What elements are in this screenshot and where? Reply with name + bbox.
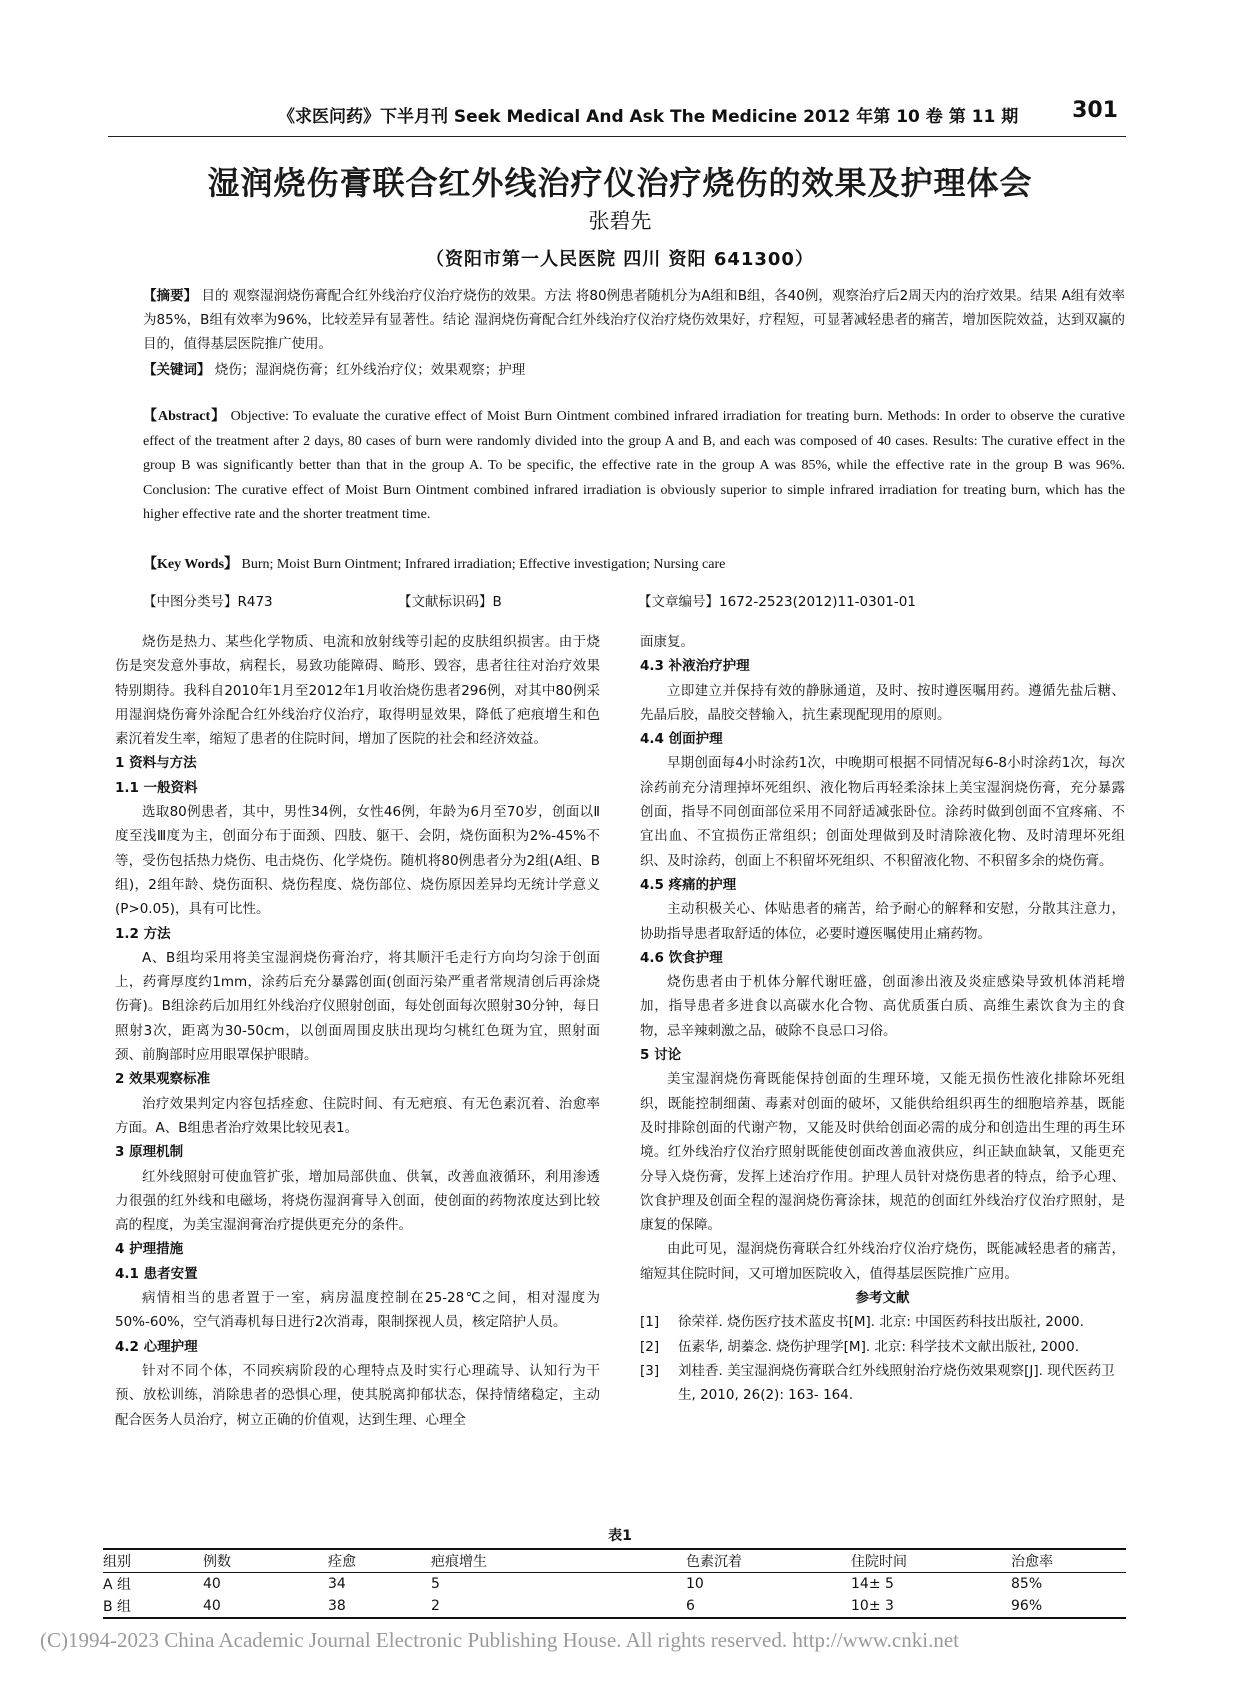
section-heading: 1 资料与方法 bbox=[115, 755, 197, 772]
keywords-en-text: Burn; Moist Burn Ointment; Infrared irradiation; Effective investigation; Nursing care bbox=[241, 557, 726, 572]
table-cell: 40 bbox=[203, 1598, 221, 1614]
abstract-cn-label: 【摘要】 bbox=[143, 288, 198, 304]
table-cell: 10± 3 bbox=[851, 1598, 894, 1614]
table-cell: 2 bbox=[431, 1598, 440, 1614]
table-cell: A 组 bbox=[103, 1577, 132, 1593]
table-cell: 38 bbox=[328, 1598, 346, 1614]
clc-number: 【中图分类号】R473 bbox=[143, 594, 273, 610]
table-header-cell: 例数 bbox=[203, 1554, 231, 1570]
subsection-heading: 4.4 创面护理 bbox=[640, 731, 723, 748]
reference-item bbox=[640, 1359, 1125, 1408]
reference-item bbox=[640, 1310, 1125, 1334]
table-header-cell: 治愈率 bbox=[1011, 1554, 1053, 1570]
section-heading: 2 效果观察标准 bbox=[115, 1071, 211, 1088]
table-cell: 34 bbox=[328, 1576, 346, 1592]
subsection-heading: 1.2 方法 bbox=[115, 925, 171, 942]
table-cell: 5 bbox=[431, 1576, 440, 1592]
keywords-cn-text: 烧伤；湿润烧伤膏；红外线治疗仪；效果观察；护理 bbox=[214, 362, 526, 378]
article-title: 湿润烧伤膏联合红外线治疗仪治疗烧伤的效果及护理体会 bbox=[207, 164, 1033, 202]
paragraph: 早期创面每4小时涂药1次，中晚期可根据不同情况每6-8小时涂药1次，每次涂药前充分清理掉坏死组织、液化物后再轻柔涂抹上美宝湿润烧伤膏，充分暴露创面，指导不同创面部位采用不同舒适减张卧位。涂药时做到创面不宜疼痛、不宜出血、不宜损伤正常组织；创面处理做到及时清除液化物、及时清理坏死组织、及时涂药，创面上不积留坏死组织、不积留液化物、不积留多余的烧伤膏。 bbox=[640, 755, 1125, 869]
keywords-cn bbox=[143, 358, 1125, 382]
reference-text: 刘桂香. 美宝湿润烧伤膏联合红外线照射治疗烧伤效果观察[J]. 现代医药卫生, 2010, 26(2): 163- 164. bbox=[678, 1362, 1115, 1404]
paragraph-intro: 烧伤是热力、某些化学物质、电流和放射线等引起的皮肤组织损害。由于烧伤是突发意外事故，病程长，易致功能障碍、畸形、毁容，患者往往对治疗效果特别期待。我科自2010年1月至2012年1月收治烧伤患者296例，对其中80例采用湿润烧伤膏外涂配合红外线治疗仪治疗，取得明显效果，降低了疤痕增生和色素沉着发生率，缩短了患者的住院时间，增加了医院的社会和经济效益。 bbox=[115, 634, 600, 748]
paragraph: 选取80例患者，其中，男性34例，女性46例，年龄为6月至70岁，创面以Ⅱ度至浅Ⅲ度为主，创面分布于面颈、四肢、躯干、会阴，烧伤面积为2%-45%不等，受伤包括热力烧伤、电击烧伤、化学烧伤。随机将80例患者分为2组(A组、B组)，2组年龄、烧伤面积、烧伤程度、烧伤部位、烧伤原因差异均无统计学意义(P>0.05)，具有可比性。 bbox=[115, 804, 600, 918]
subsection-heading: 4.1 患者安置 bbox=[115, 1265, 198, 1282]
paragraph: 面康复。 bbox=[640, 634, 694, 650]
results-table bbox=[103, 1548, 1126, 1619]
table-header-cell: 色素沉着 bbox=[686, 1554, 742, 1570]
paragraph: 美宝湿润烧伤膏既能保持创面的生理环境，又能无损伤性液化排除坏死组织，既能控制细菌、毒素对创面的破坏，又能供给组织再生的细胞培养基，既能及时排除创面的代谢产物，又能及时供给创面必需的成分和创造出生理的再生环境。红外线治疗仪治疗照射既能使创面改善血液供应，纠正缺血缺氧，又能更充分导入烧伤膏，发挥上述治疗作用。护理人员针对烧伤患者的特点，给予心理、饮食护理及创面全程的湿润烧伤膏涂抹，规范的创面红外线治疗仪治疗照射，是康复的保障。 bbox=[640, 1071, 1125, 1234]
subsection-heading: 4.5 疼痛的护理 bbox=[640, 876, 737, 893]
paragraph: 治疗效果判定内容包括痊愈、住院时间、有无疤痕、有无色素沉着、治愈率方面。A、B组患者治疗效果比较见表1。 bbox=[115, 1095, 600, 1136]
table-cell: 10 bbox=[686, 1576, 704, 1592]
paragraph: 烧伤患者由于机体分解代谢旺盛，创面渗出液及炎症感染导致机体消耗增加，指导患者多进食以高碳水化合物、高优质蛋白质、高维生素饮食为主的食物，忌辛辣刺激之品，破除不良忌口习俗。 bbox=[640, 974, 1125, 1039]
copyright-footer: (C)1994-2023 China Academic Journal Electronic Publishing House. All rights reserved. http://www.cnki.net bbox=[40, 1628, 959, 1652]
abstract-en-label: 【Abstract】 bbox=[143, 409, 227, 424]
paragraph: 病情相当的患者置于一室，病房温度控制在25-28℃之间，相对湿度为50%-60%，空气消毒机每日进行2次消毒，限制探视人员，核定陪护人员。 bbox=[115, 1290, 600, 1331]
table-cell: 85% bbox=[1011, 1576, 1043, 1592]
paragraph: 立即建立并保持有效的静脉通道，及时、按时遵医嘱用药。遵循先盐后糖、先晶后胶，晶胶交替输入，抗生素现配现用的原则。 bbox=[640, 682, 1125, 723]
reference-text: 伍素华, 胡蓁念. 烧伤护理学[M]. 北京: 科学技术文献出版社, 2000. bbox=[678, 1338, 1079, 1355]
keywords-cn-label: 【关键词】 bbox=[143, 362, 211, 378]
reference-number: [2] bbox=[640, 1338, 660, 1355]
keywords-en-label: 【Key Words】 bbox=[143, 557, 239, 572]
section-heading: 4 护理措施 bbox=[115, 1241, 184, 1258]
table-header-cell: 痊愈 bbox=[328, 1554, 356, 1570]
subsection-heading: 4.6 饮食护理 bbox=[640, 949, 723, 966]
page-number: 301 bbox=[1072, 98, 1118, 123]
table-cell: 14± 5 bbox=[851, 1576, 894, 1592]
paragraph: 主动积极关心、体贴患者的痛苦，给予耐心的解释和安慰，分散其注意力，协助指导患者取舒适的体位，必要时遵医嘱使用止痛药物。 bbox=[640, 901, 1125, 942]
table-header-cell: 组别 bbox=[103, 1554, 131, 1570]
subsection-heading: 4.3 补液治疗护理 bbox=[640, 658, 750, 675]
abstract-en-text: Objective: To evaluate the curative effect of Moist Burn Ointment combined infrared irradiation for treating burn. Methods: In order to observe the curative effect of the treatment after 2 days, 80 cases of burn were randomly divided into the group A and B, and each was composed of 40 cases. Results: The curative effect in the group B was significantly better than that in the group A. To be specific, the effective rate in the group A was 85%, while the effective rate in the group B was 96%. Conclusion: The curative effect of Moist Burn Ointment combined infrared irradiation is obviously superior to simple infrared irradiation for treating burn, which has the higher effective rate and the shorter treatment time. bbox=[143, 409, 1125, 522]
keywords-en bbox=[143, 553, 1125, 577]
body-left-column bbox=[115, 630, 600, 1432]
table-cell: 6 bbox=[686, 1598, 695, 1614]
abstract-en bbox=[143, 405, 1125, 528]
paragraph: A、B组均采用将美宝湿润烧伤膏治疗，将其顺汗毛走行方向均匀涂于创面上，药膏厚度约1mm，涂药后充分暴露创面(创面污染严重者常规清创后再涂烧伤膏)。B组涂药后加用红外线治疗仪照射创面，每处创面每次照射30分钟，每日照射3次，距离为30-50cm，以创面周围皮肤出现均匀桃红色斑为宜，照射面颈、前胸部时应用眼罩保护眼睛。 bbox=[115, 949, 600, 1064]
author: 张碧先 bbox=[588, 209, 652, 233]
abstract-cn-text: 目的 观察湿润烧伤膏配合红外线治疗仪治疗烧伤的效果。方法 将80例患者随机分为A组和B组，各40例，观察治疗后2周天内的治疗效果。结果 A组有效率为85%，B组有效率为96%，比较差异有显著性。结论 湿润烧伤膏配合红外线治疗仪治疗烧伤效果好，疗程短，可显著减轻患者的痛苦，增加医院效益，达到双赢的目的，值得基层医院推广使用。 bbox=[143, 288, 1125, 352]
reference-item bbox=[640, 1335, 1125, 1359]
affiliation: （资阳市第一人民医院 四川 资阳 641300） bbox=[426, 249, 814, 270]
references-title: 参考文献 bbox=[855, 1290, 910, 1307]
reference-text: 徐荣祥. 烧伤医疗技术蓝皮书[M]. 北京: 中国医药科技出版社, 2000. bbox=[678, 1314, 1084, 1331]
abstract-cn bbox=[143, 284, 1125, 356]
document-code: 【文献标识码】B bbox=[398, 594, 502, 610]
body-right-column bbox=[640, 630, 1125, 1408]
table-cell: 96% bbox=[1011, 1598, 1043, 1614]
section-heading: 3 原理机制 bbox=[115, 1144, 184, 1161]
subsection-heading: 1.1 一般资料 bbox=[115, 779, 198, 796]
table-caption: 表1 bbox=[608, 1528, 632, 1544]
paragraph: 由此可见，湿润烧伤膏联合红外线治疗仪治疗烧伤，既能减轻患者的痛苦，缩短其住院时间，又可增加医院收入，值得基层医院推广应用。 bbox=[640, 1241, 1125, 1282]
table-cell: B 组 bbox=[103, 1599, 132, 1615]
section-heading: 5 讨论 bbox=[640, 1047, 682, 1064]
table-header-cell: 疤痕增生 bbox=[431, 1554, 487, 1570]
running-header bbox=[108, 96, 1126, 137]
table-row bbox=[103, 1573, 1126, 1596]
table-header-cell: 住院时间 bbox=[851, 1554, 907, 1570]
subsection-heading: 4.2 心理护理 bbox=[115, 1338, 198, 1355]
journal-name: 《求医问药》下半月刊 Seek Medical And Ask The Medicine 2012 年第 10 卷 第 11 期 bbox=[278, 107, 1019, 127]
article-number: 【文章编号】1672-2523(2012)11-0301-01 bbox=[638, 594, 916, 610]
table-cell: 40 bbox=[203, 1576, 221, 1592]
reference-number: [3] bbox=[640, 1362, 660, 1379]
classification-row bbox=[143, 590, 1125, 612]
paragraph: 针对不同个体，不同疾病阶段的心理特点及时实行心理疏导、认知行为干预、放松训练，消除患者的恐惧心理，使其脱离抑郁状态，保持情绪稳定，主动配合医务人员治疗，树立正确的价值观，达到生理、心理全 bbox=[115, 1362, 600, 1428]
paragraph: 红外线照射可使血管扩张，增加局部供血、供氧，改善血液循环，利用渗透力很强的红外线和电磁场，将烧伤湿润膏导入创面，使创面的药物浓度达到比较高的程度，为美宝湿润膏治疗提供更充分的条件。 bbox=[115, 1168, 600, 1234]
table-row bbox=[103, 1595, 1126, 1618]
reference-number: [1] bbox=[640, 1314, 660, 1331]
table-header-row bbox=[103, 1549, 1126, 1573]
